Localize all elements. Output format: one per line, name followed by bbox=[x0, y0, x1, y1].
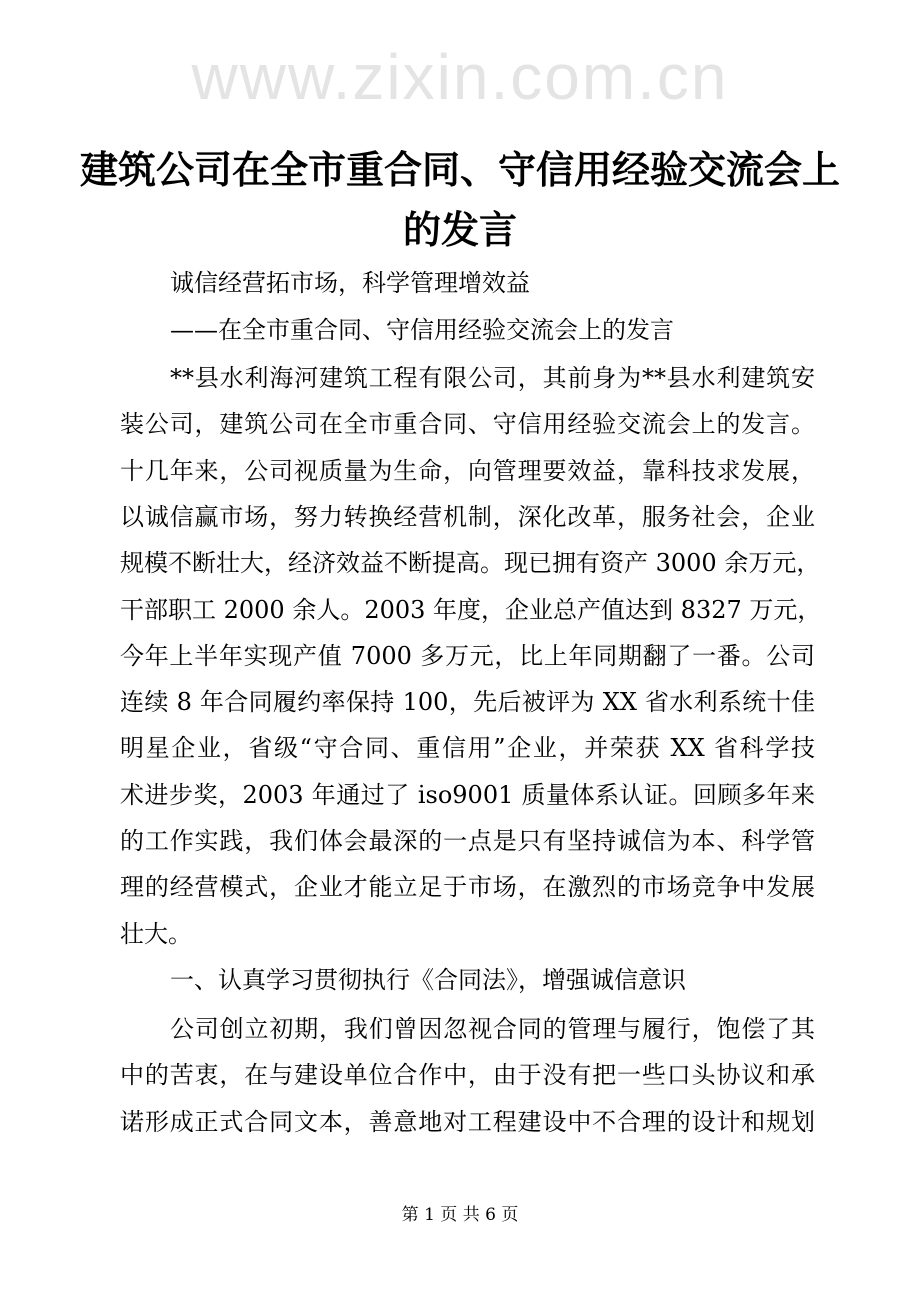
section-heading-1: 一、认真学习贯彻执行《合同法》，增强诚信意识 bbox=[170, 966, 686, 994]
paragraph-line: 规模不断壮大，经济效益不断提高。现已拥有资产 3000 余万元， bbox=[120, 549, 821, 578]
paragraph-line: **县水利海河建筑工程有限公司，其前身为**县水利建筑安 bbox=[170, 364, 815, 392]
document-title-line-1: 建筑公司在全市重合同、守信用经验交流会上 bbox=[79, 147, 840, 192]
page-footer: 第 1 页 共 6 页 bbox=[401, 1205, 519, 1225]
document-title-line-2: 的发言 bbox=[402, 207, 517, 252]
paragraph-line: 诺形成正式合同文本，善意地对工程建设中不合理的设计和规划 bbox=[120, 1107, 815, 1136]
paragraph-line: 公司创立初期，我们曾因忽视合同的管理与履行，饱偿了其 bbox=[170, 1015, 815, 1043]
subtitle: 诚信经营拓市场，科学管理增效益 bbox=[170, 269, 530, 297]
paragraph-line: 理的经营模式，企业才能立足于市场，在激烈的市场竞争中发展 bbox=[120, 873, 815, 902]
paragraph-line: 术进步奖，2003 年通过了 iso9001 质量体系认证。回顾多年来 bbox=[120, 780, 815, 809]
paragraph-line: 的工作实践，我们体会最深的一点是只有坚持诚信为本、科学管 bbox=[120, 827, 815, 855]
paragraph-line: 十几年来，公司视质量为生命，向管理要效益，靠科技求发展， bbox=[120, 456, 815, 485]
paragraph-line: 连续 8 年合同履约率保持 100，先后被评为 XX 省水利系统十佳 bbox=[120, 688, 815, 717]
paragraph-line: 以诚信赢市场，努力转换经营机制，深化改革，服务社会，企业 bbox=[120, 502, 815, 531]
paragraph-line: 干部职工 2000 余人。2003 年度，企业总产值达到 8327 万元， bbox=[120, 595, 822, 624]
paragraph-line: 今年上半年实现产值 7000 多万元，比上年同期翻了一番。公司 bbox=[120, 641, 815, 670]
subtitle-2: ——在全市重合同、守信用经验交流会上的发言 bbox=[170, 316, 674, 344]
paragraph-line: 中的苦衷，在与建设单位合作中，由于没有把一些口头协议和承 bbox=[120, 1061, 815, 1090]
paragraph-line: 壮大。 bbox=[120, 919, 192, 948]
paragraph-line: 装公司，建筑公司在全市重合同、守信用经验交流会上的发言。 bbox=[120, 410, 815, 439]
watermark: www.zixin.com.cn bbox=[191, 41, 729, 113]
paragraph-line: 明星企业，省级“守合同、重信用”企业，并荣获 XX 省科学技 bbox=[120, 734, 815, 763]
